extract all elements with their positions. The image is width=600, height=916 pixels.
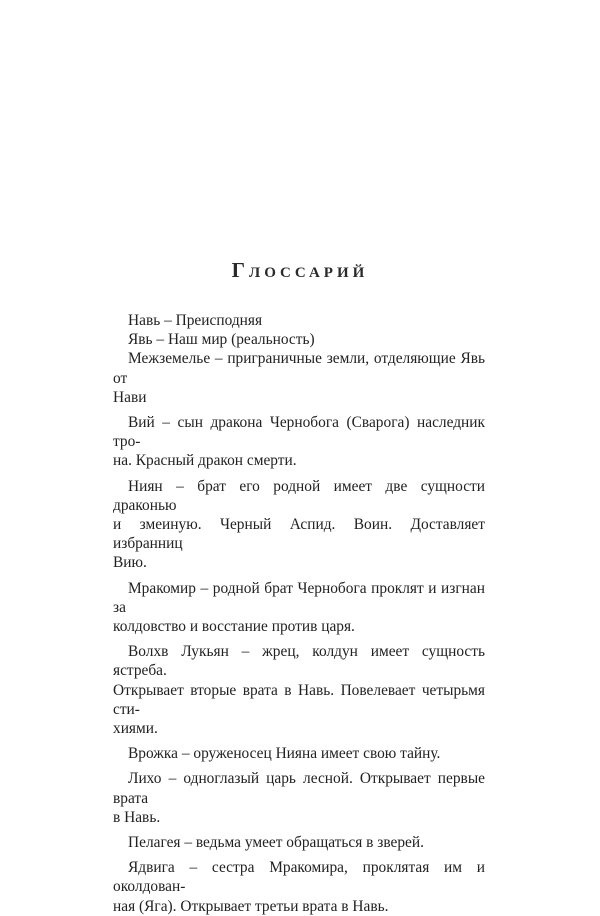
entry-line: ная (Яга). Открывает третьи врата в Навь. (113, 897, 389, 915)
glossary-entry-vrozhka (113, 744, 485, 763)
entry-line: Врожка – оруженосец Нияна имеет свою тайну. (128, 745, 441, 763)
entry-line: колдовство и восстание против царя. (113, 618, 355, 636)
entry-line: Открывает вторые врата в Навь. Повелевает четырьмя сти- (113, 681, 485, 718)
entry-line: Явь – Наш мир (реальность) (128, 331, 315, 349)
entry-line: Волхв Лукьян – жрец, колдун имеет сущность ястреба. (113, 643, 485, 680)
glossary-list (113, 311, 485, 916)
entry-line: Навь – Преисподняя (128, 312, 263, 329)
entry-line: Ниян – брат его родной имеет две сущности драконью (113, 477, 485, 514)
glossary-entry-yadviga (113, 858, 485, 916)
entry-line: в Навь. (113, 808, 161, 826)
glossary-entry-likho (113, 769, 485, 827)
entry-line: Межземелье – приграничные земли, отделяющие Явь от (113, 350, 485, 387)
glossary-entry-niyan (113, 477, 485, 573)
entry-line: Лихо – одноглазый царь лесной. Открывает первые врата (113, 770, 485, 807)
glossary-entry-mezhzemelye (113, 349, 485, 407)
glossary-entry-nav (113, 311, 485, 330)
entry-line: Ядвига – сестра Мракомира, проклятая им и околдован- (113, 859, 485, 896)
entry-line: на. Красный дракон смерти. (113, 452, 297, 470)
entry-line: Нави (113, 388, 147, 406)
glossary-entry-pelageya (113, 833, 485, 852)
glossary-heading: Глоссарий (231, 258, 369, 282)
glossary-entry-yav (113, 330, 485, 349)
glossary-entry-lukyan (113, 642, 485, 738)
entry-line: Вию. (113, 554, 147, 572)
entry-line: и змеиную. Черный Аспид. Воин. Доставляет избранниц (113, 516, 485, 553)
entry-line: хиями. (113, 720, 158, 738)
entry-line: Мракомир – родной брат Чернобога проклят и изгнан за (113, 579, 485, 616)
glossary-entry-viy (113, 413, 485, 471)
glossary-entry-mrakomir (113, 579, 485, 637)
entry-line: Вий – сын дракона Чернобога (Сварога) наследник тро- (113, 414, 485, 451)
entry-line: Пелагея – ведьма умеет обращаться в зверей. (128, 834, 424, 852)
